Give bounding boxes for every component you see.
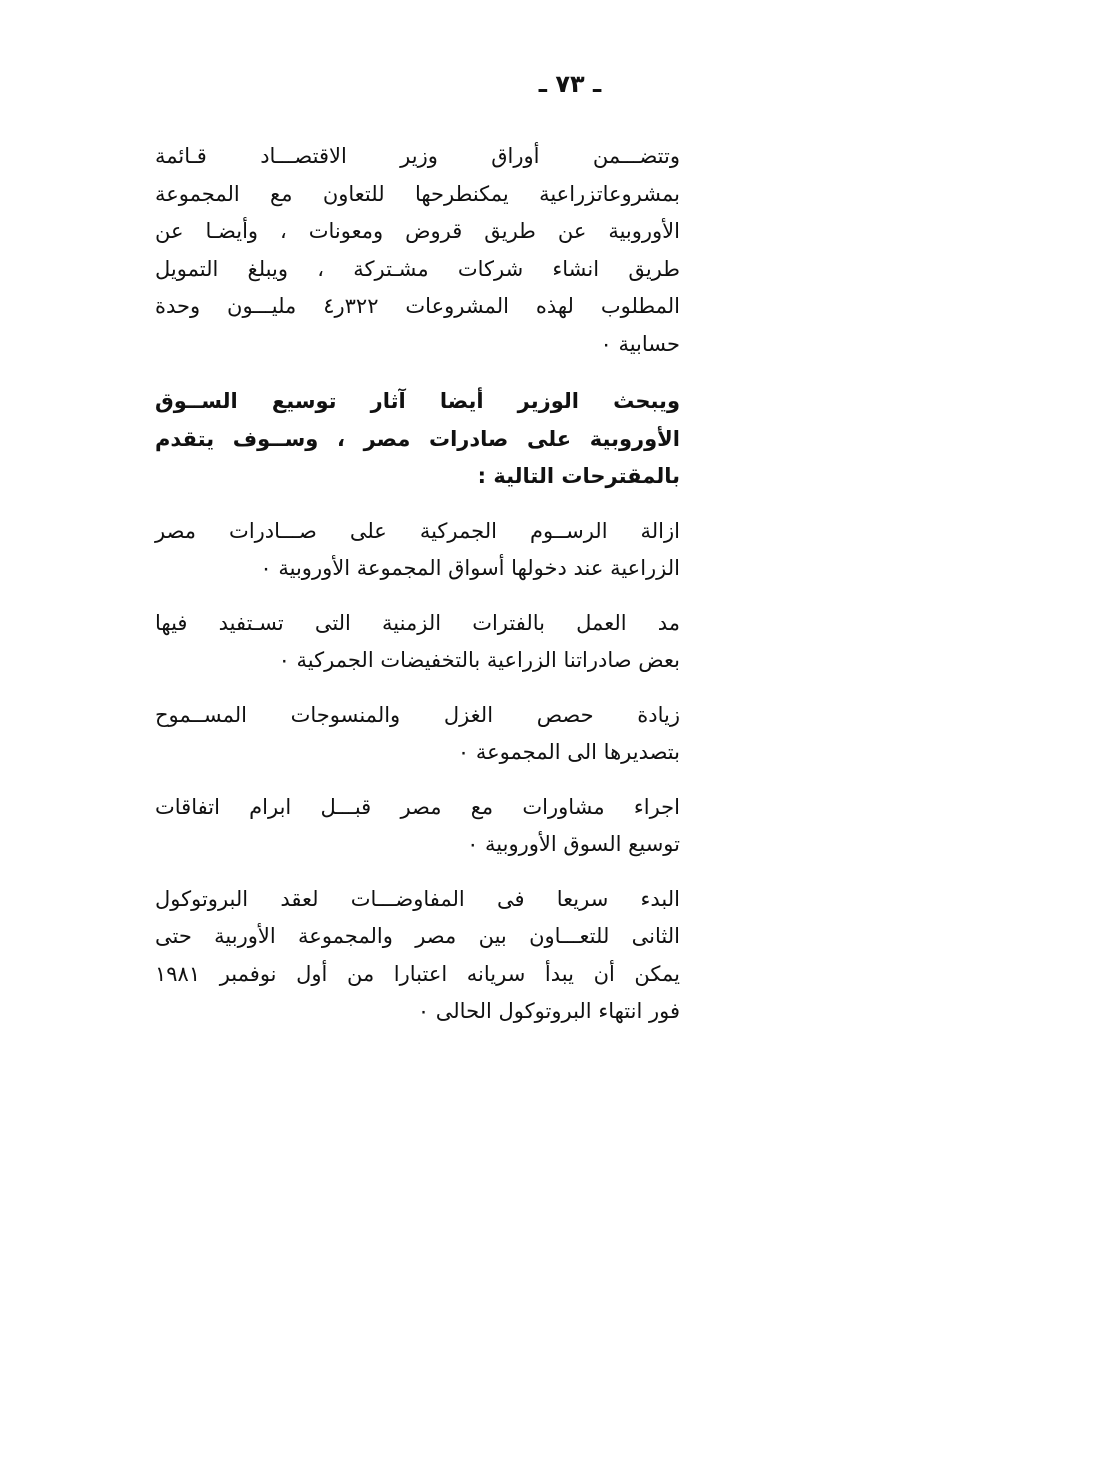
text-line: بعض صادراتنا الزراعية بالتخفيضات الجمركية ٠ xyxy=(278,648,680,672)
text-line: بتصديرها الى المجموعة ٠ xyxy=(457,740,680,764)
paragraph-proposal-customs-removal xyxy=(155,513,680,588)
paragraph-economy-minister-papers xyxy=(155,138,680,363)
text-line: وتتضـــمن أوراق وزير الاقتصـــاد قـائمة xyxy=(155,144,680,168)
text-line: مد العمل بالفترات الزمنية التى تسـتفيد فيها xyxy=(155,610,680,635)
text-line: الأوروبية على صادرات مصر ، وســوف يتقدم xyxy=(155,426,680,451)
paragraph-market-expansion xyxy=(155,383,680,496)
text-line: ويبحث الوزير أيضا آثار توسيع الســوق xyxy=(155,389,680,413)
page-number: ـ ٧٣ ـ xyxy=(538,70,602,98)
text-line: توسيع السوق الأوروبية ٠ xyxy=(467,832,680,856)
paragraph-proposal-textile-quotas xyxy=(155,697,680,772)
text-line: الثانى للتعـــاون بين مصر والمجموعة الأوربية حتى xyxy=(155,924,680,948)
paragraph-proposal-consultations xyxy=(155,789,680,864)
text-line: المطلوب لهذه المشروعات ٣٢٢ر٤ مليـــون وحدة xyxy=(155,294,680,318)
text-line: الأوروبية عن طريق قروض ومعونات ، وأيضـا عن xyxy=(155,219,680,243)
document-body xyxy=(155,138,680,1031)
text-line: الزراعية عند دخولها أسواق المجموعة الأوروبية ٠ xyxy=(260,556,680,580)
text-line: اجراء مشاورات مع مصر قبـــل ابرام اتفاقات xyxy=(155,794,680,819)
text-line: حسابية ٠ xyxy=(600,331,680,356)
text-line: زيادة حصص الغزل والمنسوجات المســموح xyxy=(155,702,680,727)
text-line: طريق انشاء شركات مشـتركة ، ويبلغ التمويل xyxy=(155,256,680,281)
text-line: بالمقترحات التالية : xyxy=(477,464,680,488)
text-line: بمشروعاتزراعية يمكنطرحها للتعاون مع المجموعة xyxy=(155,181,680,206)
text-line: ازالة الرســوم الجمركية على صـــادرات مصر xyxy=(155,518,680,543)
text-line: البدء سريعا فى المفاوضـــات لعقد البروتوكول xyxy=(155,886,680,911)
text-line: يمكن أن يبدأ سريانه اعتبارا من أول نوفمبر ١٩٨١ xyxy=(155,961,680,986)
paragraph-proposal-second-protocol xyxy=(155,881,680,1031)
paragraph-proposal-extend-periods xyxy=(155,605,680,680)
text-line: فور انتهاء البروتوكول الحالى ٠ xyxy=(417,999,680,1023)
